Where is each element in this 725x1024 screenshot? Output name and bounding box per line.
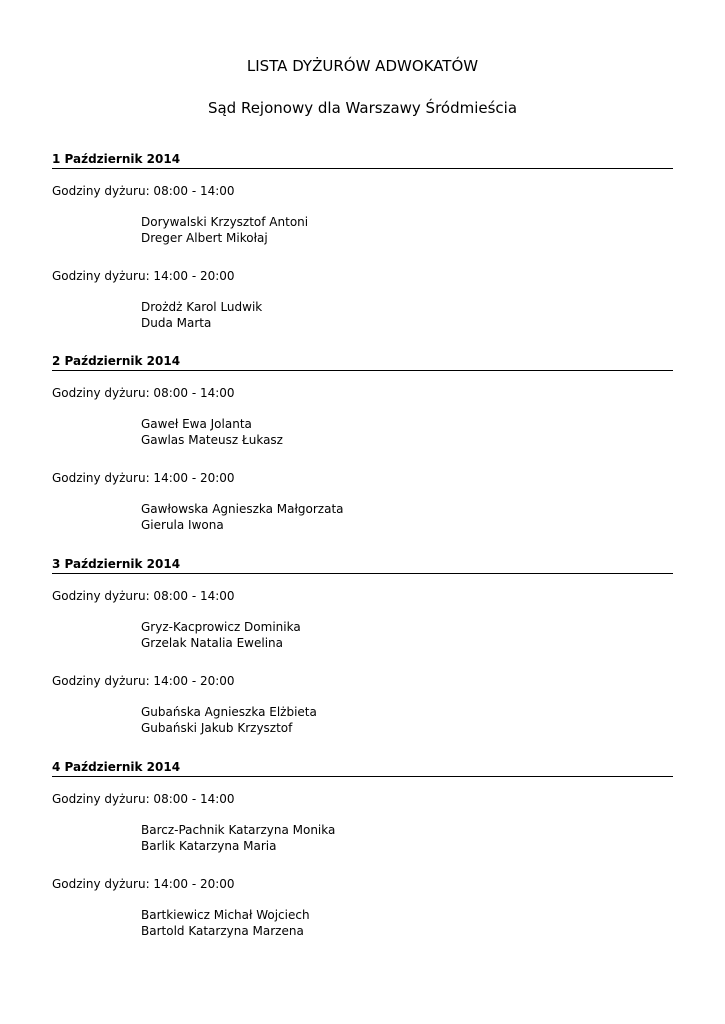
day-section (52, 152, 673, 331)
lawyer-name: Gryz-Kacprowicz Dominika (141, 620, 301, 634)
shift-hours: Godziny dyżuru: 08:00 - 14:00 (52, 589, 235, 603)
day-section (52, 760, 673, 939)
day-section (52, 354, 673, 533)
shift-hours: Godziny dyżuru: 14:00 - 20:00 (52, 877, 235, 891)
day-heading: 3 Październik 2014 (52, 557, 673, 574)
lawyer-list (52, 907, 673, 939)
lawyer-name: Bartold Katarzyna Marzena (141, 924, 304, 938)
page-title: LISTA DYŻURÓW ADWOKATÓW (246, 57, 479, 75)
lawyer-name: Gubański Jakub Krzysztof (141, 721, 293, 735)
shift-hours: Godziny dyżuru: 08:00 - 14:00 (52, 184, 235, 198)
day-heading: 2 Październik 2014 (52, 354, 673, 371)
lawyer-name: Drożdż Karol Ludwik (141, 300, 263, 314)
day-heading: 4 Październik 2014 (52, 760, 673, 777)
lawyer-name: Gubańska Agnieszka Elżbieta (141, 705, 317, 719)
lawyer-list (52, 416, 673, 448)
shift-hours: Godziny dyżuru: 08:00 - 14:00 (52, 386, 235, 400)
lawyer-name: Dreger Albert Mikołaj (141, 231, 268, 245)
lawyer-name: Dorywalski Krzysztof Antoni (141, 215, 309, 229)
lawyer-name: Duda Marta (141, 316, 212, 330)
lawyer-list (52, 822, 673, 854)
lawyer-name: Gawłowska Agnieszka Małgorzata (141, 502, 344, 516)
lawyer-name: Barlik Katarzyna Maria (141, 839, 277, 853)
lawyer-list (52, 214, 673, 246)
shift-hours: Godziny dyżuru: 08:00 - 14:00 (52, 792, 235, 806)
shift-hours: Godziny dyżuru: 14:00 - 20:00 (52, 269, 235, 283)
lawyer-list (52, 299, 673, 331)
lawyer-name: Barcz-Pachnik Katarzyna Monika (141, 823, 336, 837)
shift-hours: Godziny dyżuru: 14:00 - 20:00 (52, 471, 235, 485)
lawyer-name: Grzelak Natalia Ewelina (141, 636, 283, 650)
court-name: Sąd Rejonowy dla Warszawy Śródmieścia (207, 99, 518, 117)
day-section (52, 557, 673, 736)
lawyer-list (52, 501, 673, 533)
lawyer-list (52, 704, 673, 736)
shift-hours: Godziny dyżuru: 14:00 - 20:00 (52, 674, 235, 688)
lawyer-name: Gierula Iwona (141, 518, 224, 532)
lawyer-name: Gawlas Mateusz Łukasz (141, 433, 283, 447)
day-heading: 1 Październik 2014 (52, 152, 673, 169)
lawyer-list (52, 619, 673, 651)
lawyer-name: Gaweł Ewa Jolanta (141, 417, 252, 431)
lawyer-name: Bartkiewicz Michał Wojciech (141, 908, 310, 922)
